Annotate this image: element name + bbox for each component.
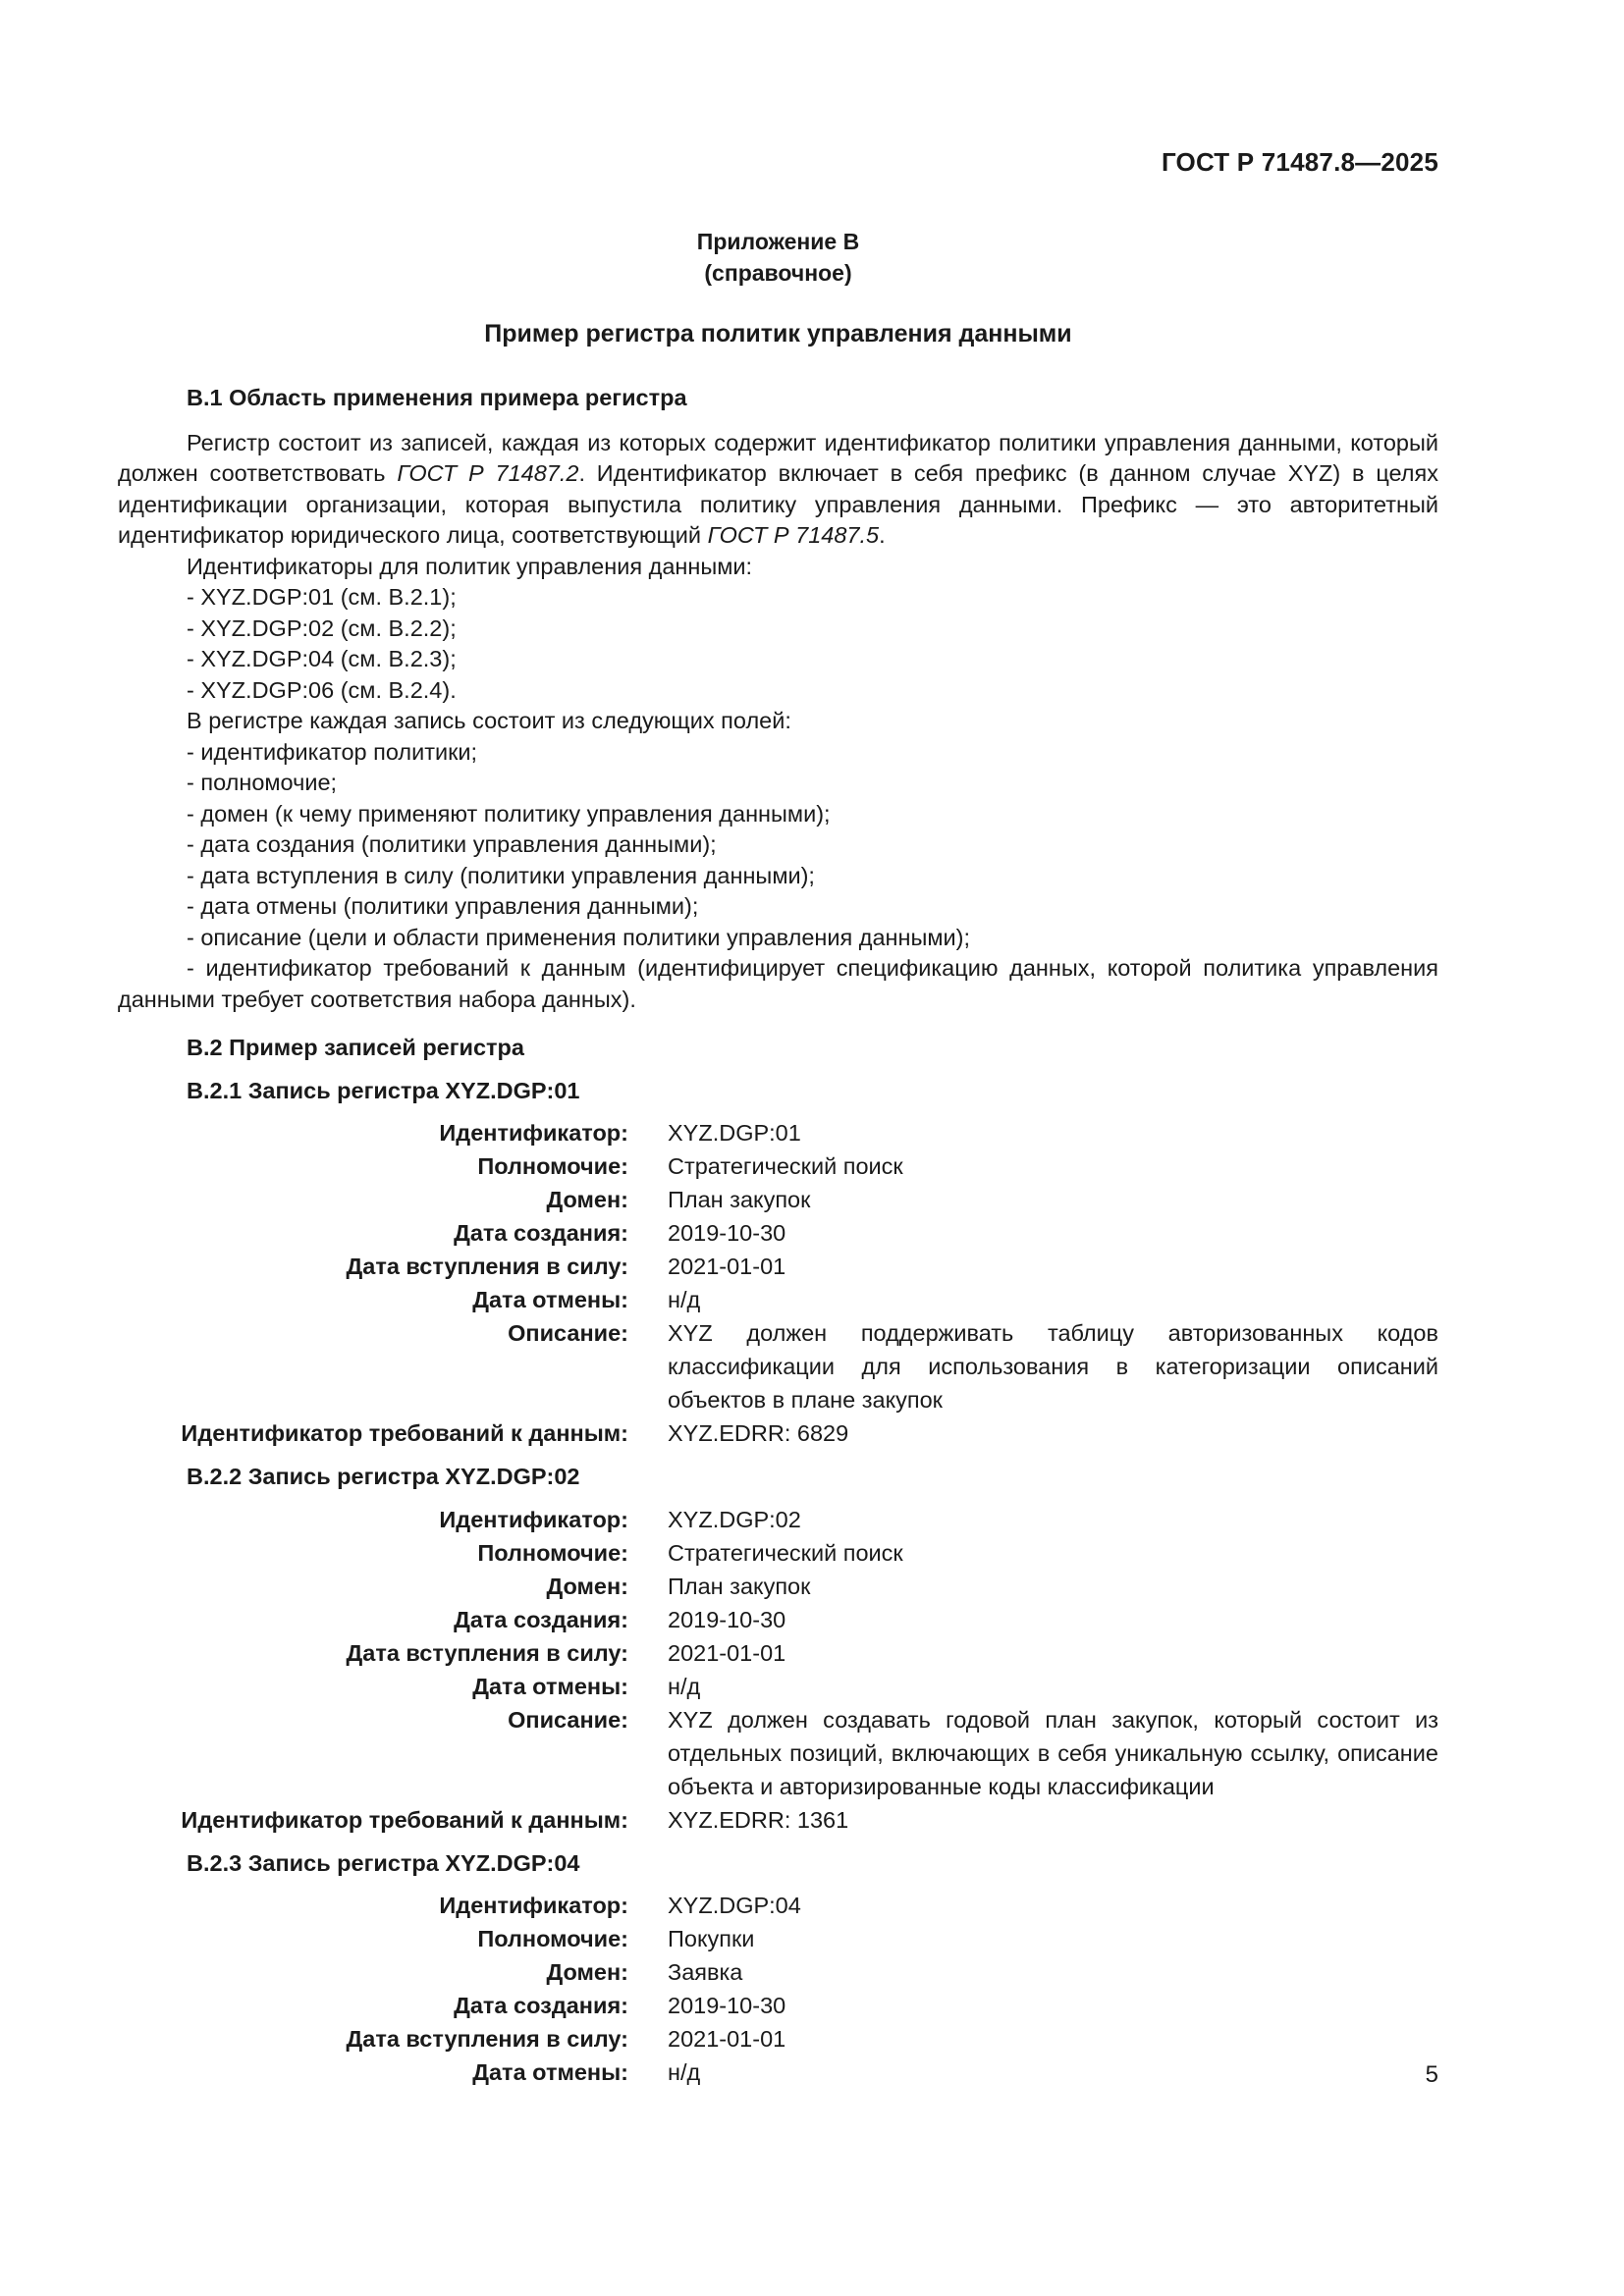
field-label: Дата создания: [454,1993,628,2018]
field-label: Дата отмены: [472,2059,628,2085]
page-number: 5 [1425,2061,1438,2088]
ids-intro: Идентификаторы для политик управления данными: [187,553,753,579]
register-record [118,1116,1438,1450]
field-value: XYZ.DGP:02 [668,1506,801,1532]
field-value: Стратегический поиск [668,1153,903,1179]
record-row-authority [118,1536,1438,1570]
field-value: Покупки [668,1926,755,1951]
record-row-authority [118,1149,1438,1183]
register-record [118,1889,1438,2089]
field-label: Идентификатор: [439,1120,628,1146]
field-value: План закупок [668,1187,811,1212]
register-record [118,1503,1438,1837]
field-label: Описание: [508,1320,628,1346]
record-row-id [118,1889,1438,1922]
record-row-effective [118,1636,1438,1670]
page-title: Пример регистра политик управления данными [484,320,1072,347]
document-id-header: ГОСТ Р 71487.8—2025 [1161,147,1438,177]
scope-paragraph [118,428,1438,552]
field-value: 2021-01-01 [668,1254,786,1279]
field-label: Дата отмены: [472,1673,628,1699]
field-value: 2019-10-30 [668,1993,786,2018]
field-label: Описание: [508,1706,628,1733]
field-value: Заявка [668,1959,743,1985]
document-body [118,383,1438,2089]
record-heading: В.2.1 Запись регистра XYZ.DGP:01 [187,1077,580,1103]
field-value: 2021-01-01 [668,1639,786,1666]
field-value: План закупок [668,1573,811,1599]
standard-reference: ГОСТ Р 71487.5 [707,522,880,548]
record-row-revoked [118,1670,1438,1703]
field-label: Дата создания: [454,1606,628,1632]
field-label: Полномочие: [477,1539,628,1566]
record-row-revoked [118,1283,1438,1316]
record-heading: В.2.3 Запись регистра XYZ.DGP:04 [187,1849,580,1876]
record-row-authority [118,1922,1438,1955]
record-row-created [118,1603,1438,1636]
record-row-domain [118,1955,1438,1989]
field-label: Дата вступления в силу: [346,1639,628,1666]
scope-text-3: . [879,522,886,548]
list-item: - полномочие; [187,770,338,795]
field-label: Домен: [546,1573,628,1599]
record-heading: В.2.2 Запись регистра XYZ.DGP:02 [187,1464,580,1489]
field-label: Дата вступления в силу: [346,1254,628,1279]
field-value: Стратегический поиск [668,1539,903,1566]
list-item: - дата отмены (политики управления данными); [187,893,699,919]
field-value: XYZ должен поддерживать таблицу авторизованных кодов классификации для использования в категоризации описаний объектов в плане закупок [668,1320,1438,1413]
section-heading-b2: В.2 Пример записей регистра [187,1035,524,1060]
record-row-id [118,1116,1438,1149]
field-value: н/д [668,2059,701,2085]
fields-intro: В регистре каждая запись состоит из следующих полей: [187,708,791,733]
field-value: XYZ.EDRR: 6829 [668,1420,849,1446]
list-item: - XYZ.DGP:01 (см. В.2.1); [187,584,457,610]
record-row-id [118,1503,1438,1536]
record-row-domain [118,1570,1438,1603]
scope-text-1: Регистр состоит из записей, каждая из которых содержит идентификатор политики управления данными, который должен соответствовать [118,429,1438,486]
field-label: Идентификатор: [439,1893,628,1918]
record-row-domain [118,1183,1438,1216]
field-value: XYZ должен создавать годовой план закупок, который состоит из отдельных позиций, включающих в себя уникальную ссылку, описание объекта и авторизированные коды классификации [668,1706,1438,1799]
section-heading-b1: В.1 Область применения примера регистра [187,385,687,410]
field-value: XYZ.DGP:01 [668,1120,801,1146]
list-item: - идентификатор требований к данным (идентифицирует спецификацию данных, которой политика управления данными требует соответствия набора данных). [118,955,1438,1012]
field-label: Дата создания: [454,1220,628,1246]
scope-text-2: . Идентификатор включает в себя префикс (в данном случае XYZ) в целях идентификации организации, которая выпустила политику управления данными. Префикс — это авторитетный идентификатор юридического лица, соответствующий [118,460,1438,548]
record-row-description [118,1703,1438,1803]
list-item: - дата создания (политики управления данными); [187,831,717,857]
record-row-req-id [118,1803,1438,1837]
appendix-heading [118,226,1438,289]
field-label: Идентификатор требований к данным: [181,1420,628,1446]
appendix-title: Приложение В [696,229,860,254]
record-row-req-id [118,1416,1438,1450]
field-label: Дата вступления в силу: [346,2026,628,2052]
appendix-subtitle: (справочное) [704,260,852,286]
field-label: Домен: [546,1187,628,1212]
record-row-revoked [118,2056,1438,2089]
record-row-created [118,1216,1438,1250]
field-label: Домен: [546,1959,628,1985]
list-item: - XYZ.DGP:04 (см. В.2.3); [187,646,457,671]
field-value: XYZ.DGP:04 [668,1893,801,1918]
record-row-effective [118,2022,1438,2056]
list-item: - дата вступления в силу (политики управления данными); [187,862,815,888]
list-item: - домен (к чему применяют политику управления данными); [187,800,831,827]
field-label: Дата отмены: [472,1287,628,1312]
field-value: 2021-01-01 [668,2026,786,2052]
field-label: Идентификатор требований к данным: [181,1806,628,1833]
list-item: - описание (цели и области применения политики управления данными); [187,924,971,950]
field-label: Идентификатор: [439,1506,628,1532]
record-row-created [118,1989,1438,2022]
record-row-effective [118,1250,1438,1283]
list-item: - идентификатор политики; [187,738,478,765]
field-label: Полномочие: [477,1926,628,1951]
record-row-description [118,1316,1438,1416]
list-item: - XYZ.DGP:06 (см. В.2.4). [187,676,457,703]
list-item: - XYZ.DGP:02 (см. В.2.2); [187,614,457,641]
standard-reference: ГОСТ Р 71487.2 [397,460,579,486]
field-value: 2019-10-30 [668,1606,786,1632]
field-value: н/д [668,1287,701,1312]
field-label: Полномочие: [477,1153,628,1179]
field-value: н/д [668,1673,701,1699]
field-value: XYZ.EDRR: 1361 [668,1806,849,1833]
field-value: 2019-10-30 [668,1220,786,1246]
